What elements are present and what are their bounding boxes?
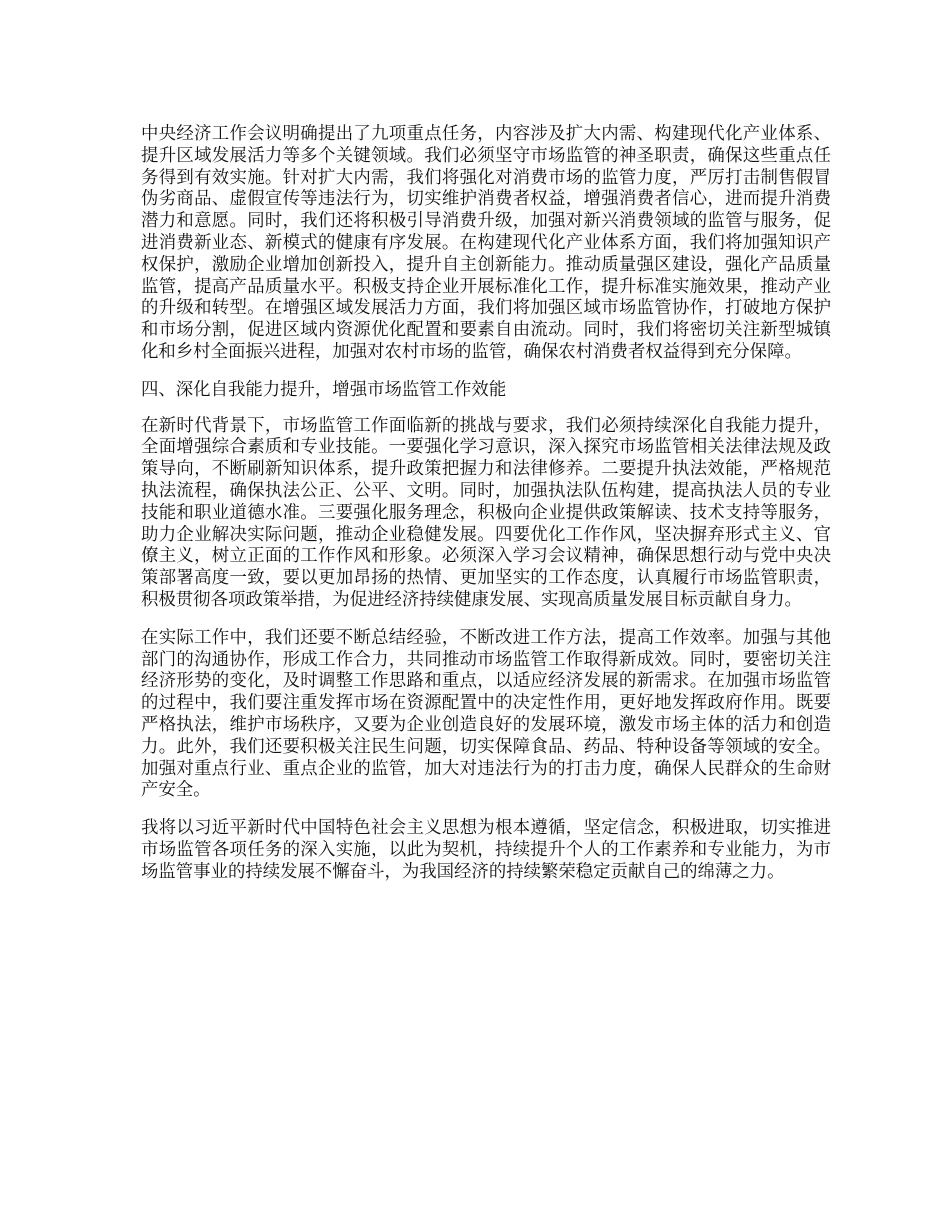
paragraph-tasks: 中央经济工作会议明确提出了九项重点任务，内容涉及扩大内需、构建现代化产业体系、提升区域发展活力等多个关键领域。我们必须坚守市场监管的神圣职责，确保这些重点任务得到有效实施。针对扩大内需，我们将强化对消费市场的监管力度，严厉打击制售假冒伪劣商品、虚假宣传等违法行为，切实维护消费者权益，增强消费者信心，进而提升消费潜力和意愿。同时，我们还将积极引导消费升级，加强对新兴消费领域的监管与服务，促进消费新业态、新模式的健康有序发展。在构建现代化产业体系方面，我们将加强知识产权保护，激励企业增加创新投入，提升自主创新能力。推动质量强区建设，强化产品质量监管，提高产品质量水平。积极支持企业开展标准化工作，提升标准实施效果，推动产业的升级和转型。在增强区域发展活力方面，我们将加强区域市场监管协作，打破地方保护和市场分割，促进区域内资源优化配置和要素自由流动。同时，我们将密切关注新型城镇化和乡村全面振兴进程，加强对农村市场的监管，确保农村消费者权益得到充分保障。 — [141, 124, 831, 362]
section-heading-4: 四、深化自我能力提升，增强市场监管工作效能 — [141, 379, 507, 400]
document-body — [141, 124, 831, 900]
paragraph-practice: 在实际工作中，我们还要不断总结经验，不断改进工作方法，提高工作效率。加强与其他部门的沟通协作，形成工作合力，共同推动市场监管工作取得新成效。同时，要密切关注经济形势的变化，及时调整工作思路和重点，以适应经济发展的新需求。在加强市场监管的过程中，我们要注重发挥市场在资源配置中的决定性作用，更好地发挥政府作用。既要严格执法，维护市场秩序，又要为企业创造良好的发展环境，激发市场主体的活力和创造力。此外，我们还要积极关注民生问题，切实保障食品、药品、特种设备等领域的安全。加强对重点行业、重点企业的监管，加大对违法行为的打击力度，确保人民群众的生命财产安全。 — [141, 627, 831, 801]
paragraph-capability: 在新时代背景下，市场监管工作面临新的挑战与要求，我们必须持续深化自我能力提升，全面增强综合素质和专业技能。一要强化学习意识，深入探究市场监管相关法律法规及政策导向，不断刷新知识体系，提升政策把握力和法律修养。二要提升执法效能，严格规范执法流程，确保执法公正、公平、文明。同时，加强执法队伍构建，提高执法人员的专业技能和职业道德水准。三要强化服务理念，积极向企业提供政策解读、技术支持等服务，助力企业解决实际问题，推动企业稳健发展。四要优化工作作风，坚决摒弃形式主义、官僚主义，树立正面的工作作风和形象。必须深入学习会议精神，确保思想行动与党中央决策部署高度一致，要以更加昂扬的热情、更加坚实的工作态度，认真履行市场监管职责，积极贯彻各项政策举措，为促进经济持续健康发展、实现高质量发展目标贡献自身力。 — [141, 415, 831, 610]
paragraph-conclusion: 我将以习近平新时代中国特色社会主义思想为根本遵循，坚定信念，积极进取，切实推进市场监管各项任务的深入实施，以此为契机，持续提升个人的工作素养和专业能力，为市场监管事业的持续发展不懈奋斗，为我国经济的持续繁荣稳定贡献自己的绵薄之力。 — [141, 818, 831, 882]
